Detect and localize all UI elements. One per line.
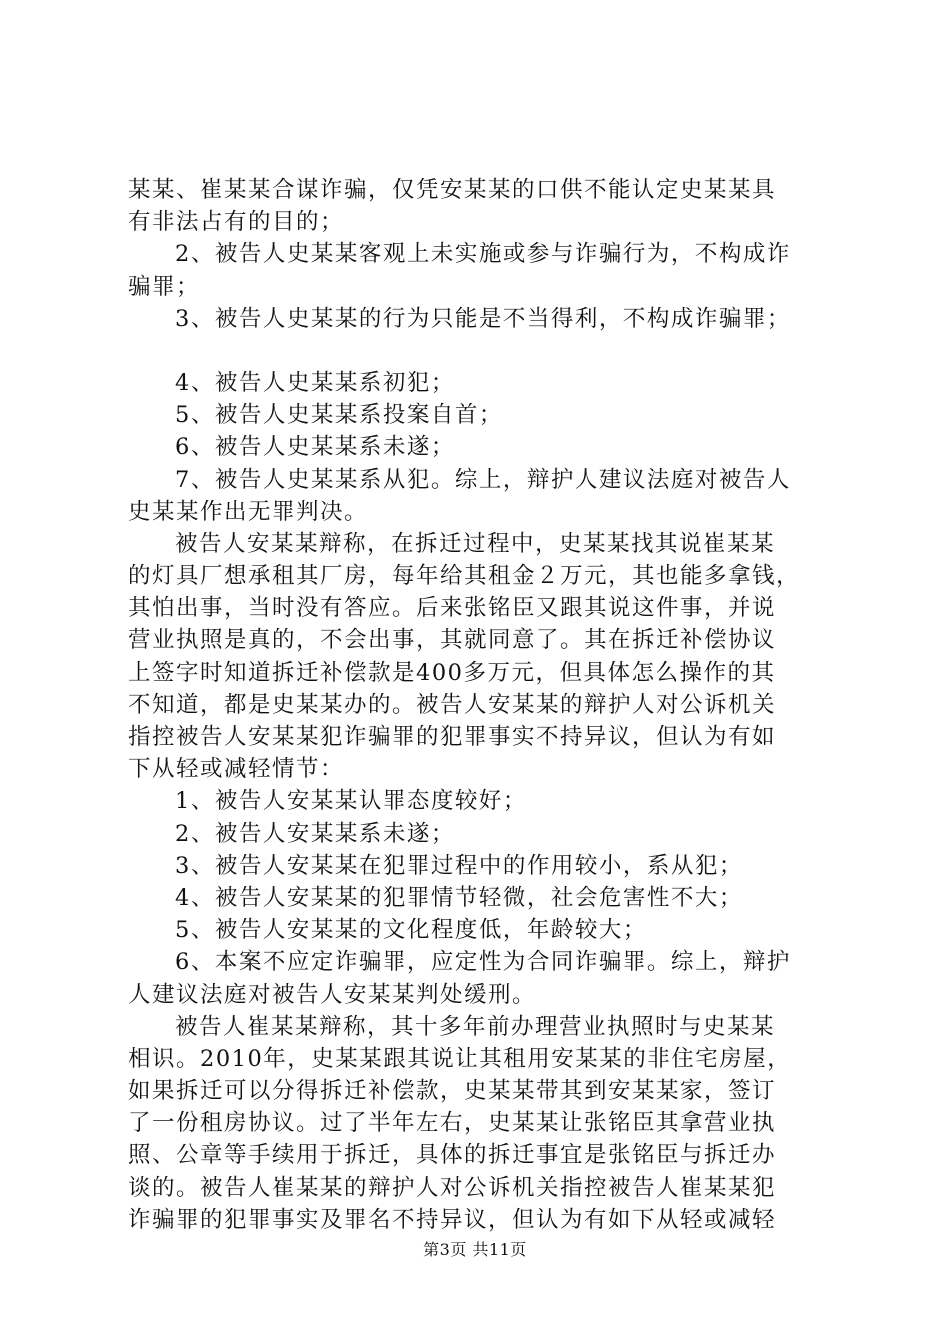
document-body xyxy=(128,174,828,1236)
text-line: 了一份租房协议。过了半年左右，史某某让张铭臣其拿营业执 xyxy=(128,1110,777,1137)
text-line: 照、公章等手续用于拆迁，具体的拆迁事宜是张铭臣与拆迁办 xyxy=(128,1142,777,1169)
text-line: 谈的。被告人崔某某的辩护人对公诉机关指控被告人崔某某犯 xyxy=(128,1174,777,1201)
text-line: 不知道，都是史某某办的。被告人安某某的辩护人对公诉机关 xyxy=(128,691,777,718)
text-line: 5、被告人史某某系投案自首； xyxy=(175,402,503,429)
text-line: 6、本案不应定诈骗罪，应定性为合同诈骗罪。综上，辩护 xyxy=(175,949,791,976)
text-line: 的灯具厂想承租其厂房，每年给其租金２万元，其也能多拿钱， xyxy=(128,563,801,590)
text-line: 4、被告人史某某系初犯； xyxy=(175,369,455,396)
text-line: 2、被告人史某某客观上未实施或参与诈骗行为，不构成诈 xyxy=(175,241,791,268)
text-line: 其怕出事，当时没有答应。后来张铭臣又跟其说这件事，并说 xyxy=(128,595,777,622)
text-line: 相识。2010年，史某某跟其说让其租用安某某的非住宅房屋， xyxy=(128,1045,792,1072)
text-line: 某某、崔某某合谋诈骗，仅凭安某某的口供不能认定史某某具 xyxy=(128,177,777,203)
text-line: 1、被告人安某某认罪态度较好； xyxy=(175,788,527,815)
text-line: 如果拆迁可以分得拆迁补偿款，史某某带其到安某某家，签订 xyxy=(128,1078,777,1105)
text-line: 4、被告人安某某的犯罪情节轻微，社会危害性不大； xyxy=(175,884,743,911)
text-line: 有非法占有的目的； xyxy=(128,209,345,236)
text-line: 史某某作出无罪判决。 xyxy=(128,498,369,525)
text-line: 下从轻或减轻情节： xyxy=(128,756,345,783)
text-line: 2、被告人安某某系未遂； xyxy=(175,820,455,847)
text-line: 营业执照是真的，不会出事，其就同意了。其在拆迁补偿协议 xyxy=(128,627,777,654)
text-line: 诈骗罪的犯罪事实及罪名不持异议，但认为有如下从轻或减轻 xyxy=(128,1206,777,1233)
text-line: 骗罪； xyxy=(128,273,201,300)
text-line: 3、被告人安某某在犯罪过程中的作用较小，系从犯； xyxy=(175,852,743,879)
text-line: 上签字时知道拆迁补偿款是400多万元，但具体怎么操作的其 xyxy=(128,659,776,686)
text-line: 人建议法庭对被告人安某某判处缓刑。 xyxy=(128,981,537,1008)
text-line: 被告人崔某某辩称，其十多年前办理营业执照时与史某某 xyxy=(175,1013,776,1040)
paragraph-gap xyxy=(128,335,828,367)
text-line: 6、被告人史某某系未遂； xyxy=(175,434,455,461)
text-line: 5、被告人安某某的文化程度低，年龄较大； xyxy=(175,917,647,944)
text-line: 被告人安某某辩称，在拆迁过程中，史某某找其说崔某某 xyxy=(175,530,776,557)
page-footer: 第3页 共11页 xyxy=(423,1240,527,1259)
text-line: 3、被告人史某某的行为只能是不当得利，不构成诈骗罪； xyxy=(175,305,791,332)
text-line: 7、被告人史某某系从犯。综上，辩护人建议法庭对被告人 xyxy=(175,466,791,493)
text-line: 指控被告人安某某犯诈骗罪的犯罪事实不持异议，但认为有如 xyxy=(128,724,777,750)
